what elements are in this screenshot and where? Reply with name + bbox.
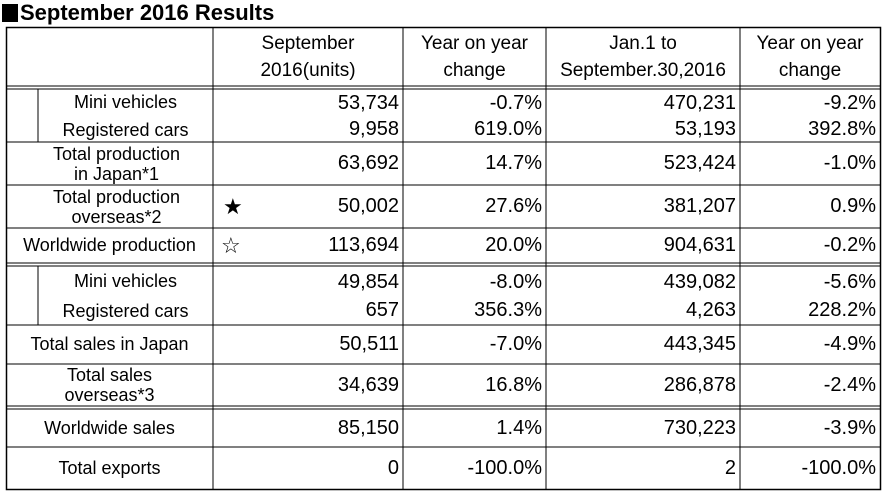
header-line: 2016(units): [260, 60, 356, 81]
value: 85,150: [337, 416, 399, 439]
cell-sales-overseas-sep: [213, 364, 403, 406]
label-line: Total production: [52, 186, 181, 207]
header-sep-units: [213, 28, 403, 86]
cell-exports-sep: [213, 447, 403, 489]
label-line: in Japan*1: [73, 163, 160, 184]
value: -1.0%: [823, 152, 876, 174]
value: -9.2%: [823, 91, 876, 114]
row-label-prod-world: [6, 228, 213, 263]
value: 356.3%: [474, 298, 542, 321]
cell-prod-japan-sep: [213, 142, 403, 185]
value: 16.8%: [485, 373, 542, 396]
label: Total sales in Japan: [30, 334, 189, 355]
value: 50,002: [337, 195, 399, 217]
cell-sales-world-yoy: [403, 409, 546, 447]
row-label-exports: [6, 447, 213, 489]
value: 63,692: [337, 152, 399, 174]
label-line: overseas*2: [71, 206, 162, 227]
title-text: September 2016 Results: [20, 0, 275, 25]
label-mini-vehicles: Mini vehicles: [73, 270, 178, 291]
value: 657: [365, 298, 399, 321]
value: -100.0%: [801, 456, 876, 479]
label-registered-cars: Registered cars: [62, 300, 189, 321]
cell-prod-yoy: [403, 89, 546, 142]
cell-prod-world-ytd: [546, 228, 740, 263]
label-line: overseas*3: [64, 385, 155, 405]
header-line: change: [778, 60, 842, 81]
value: 470,231: [663, 91, 736, 114]
value: 53,734: [337, 91, 399, 114]
row-label-sales-breakdown: [38, 266, 213, 325]
cell-prod-world-ytd-yoy: [740, 228, 880, 263]
value: -2.4%: [823, 373, 876, 396]
cell-prod-sep: [213, 89, 403, 142]
cell-sales-yoy: [403, 266, 546, 325]
value: 50,511: [339, 333, 399, 355]
cell-sales-overseas-ytd: [546, 364, 740, 406]
value: 619.0%: [474, 117, 542, 140]
label-mini-vehicles: Mini vehicles: [73, 91, 178, 112]
value: 2: [724, 456, 736, 479]
cell-prod-overseas-ytd-yoy: [740, 185, 880, 228]
cell-sales-sep: [213, 266, 403, 325]
cell-prod-world-sep: [213, 228, 403, 263]
header-yoy: [403, 28, 546, 86]
header-line: Jan.1 to: [609, 33, 677, 54]
value: 49,854: [337, 270, 399, 293]
cell-sales-world-sep: [213, 409, 403, 447]
value: 4,263: [685, 298, 736, 321]
label-line: Total sales: [66, 365, 153, 385]
square-bullet-icon: [2, 4, 18, 22]
value: 730,223: [663, 416, 736, 439]
filled-star-icon: ★: [223, 193, 243, 219]
row-label-prod-japan: [6, 142, 213, 185]
cell-prod-japan-ytd-yoy: [740, 142, 880, 185]
cell-exports-ytd-yoy: [740, 447, 880, 489]
header-line: September: [261, 33, 355, 54]
value: 439,082: [663, 270, 736, 293]
value: -3.9%: [823, 416, 876, 439]
value: 0.9%: [830, 195, 876, 217]
cell-prod-japan-ytd: [546, 142, 740, 185]
cell-sales-japan-ytd-yoy: [740, 325, 880, 364]
value: 381,207: [663, 195, 736, 217]
cell-prod-ytd: [546, 89, 740, 142]
value: 286,878: [663, 373, 736, 396]
value: 1.4%: [496, 416, 542, 439]
value: 443,345: [663, 333, 736, 355]
value: 523,424: [663, 152, 736, 174]
cell-sales-japan-yoy: [403, 325, 546, 364]
value: -0.2%: [823, 234, 876, 256]
cell-prod-japan-yoy: [403, 142, 546, 185]
cell-sales-ytd: [546, 266, 740, 325]
cell-prod-overseas-ytd: [546, 185, 740, 228]
cell-exports-yoy: [403, 447, 546, 489]
row-label-sales-japan: [6, 325, 213, 364]
cell-sales-overseas-ytd-yoy: [740, 364, 880, 406]
label-registered-cars: Registered cars: [62, 119, 189, 140]
header-line: Year on year: [756, 33, 864, 54]
value: 9,958: [348, 117, 399, 140]
value: -5.6%: [823, 270, 876, 293]
cell-sales-world-ytd: [546, 409, 740, 447]
header-line: Year on year: [420, 33, 529, 54]
value: 34,639: [337, 373, 399, 396]
label-line: Total production: [52, 143, 181, 164]
cell-sales-world-ytd-yoy: [740, 409, 880, 447]
value: -8.0%: [489, 270, 542, 293]
value: 904,631: [663, 234, 736, 256]
value: 392.8%: [808, 117, 876, 140]
label: Worldwide sales: [44, 417, 175, 438]
value: -100.0%: [467, 456, 542, 479]
row-label-prod-breakdown: [38, 89, 213, 142]
value: 228.2%: [808, 298, 876, 321]
value: 14.7%: [485, 152, 542, 174]
header-line: change: [443, 60, 506, 81]
label: Worldwide production: [23, 235, 196, 256]
header-ytd: [546, 28, 740, 86]
header-ytd-yoy: [740, 28, 880, 86]
header-line: September.30,2016: [560, 60, 726, 81]
cell-prod-world-yoy: [403, 228, 546, 263]
value: 27.6%: [485, 195, 542, 217]
row-label-sales-overseas: [6, 364, 213, 406]
cell-prod-overseas-yoy: [403, 185, 546, 228]
value: 53,193: [674, 117, 736, 140]
cell-sales-overseas-yoy: [403, 364, 546, 406]
outline-star-icon: ☆: [221, 232, 241, 258]
label: Total exports: [58, 457, 161, 478]
cell-prod-overseas-sep: [213, 185, 403, 228]
cell-exports-ytd: [546, 447, 740, 489]
row-label-prod-overseas: [6, 185, 213, 228]
page-title: [2, 0, 274, 26]
value: -7.0%: [489, 333, 542, 355]
value: 113,694: [328, 234, 399, 256]
value: 20.0%: [485, 234, 542, 256]
value: 0: [387, 456, 399, 479]
cell-prod-ytd-yoy: [740, 89, 880, 142]
value: -0.7%: [489, 91, 542, 114]
row-label-sales-world: [6, 409, 213, 447]
cell-sales-japan-ytd: [546, 325, 740, 364]
value: -4.9%: [823, 333, 876, 355]
cell-sales-japan-sep: [213, 325, 403, 364]
cell-sales-ytd-yoy: [740, 266, 880, 325]
